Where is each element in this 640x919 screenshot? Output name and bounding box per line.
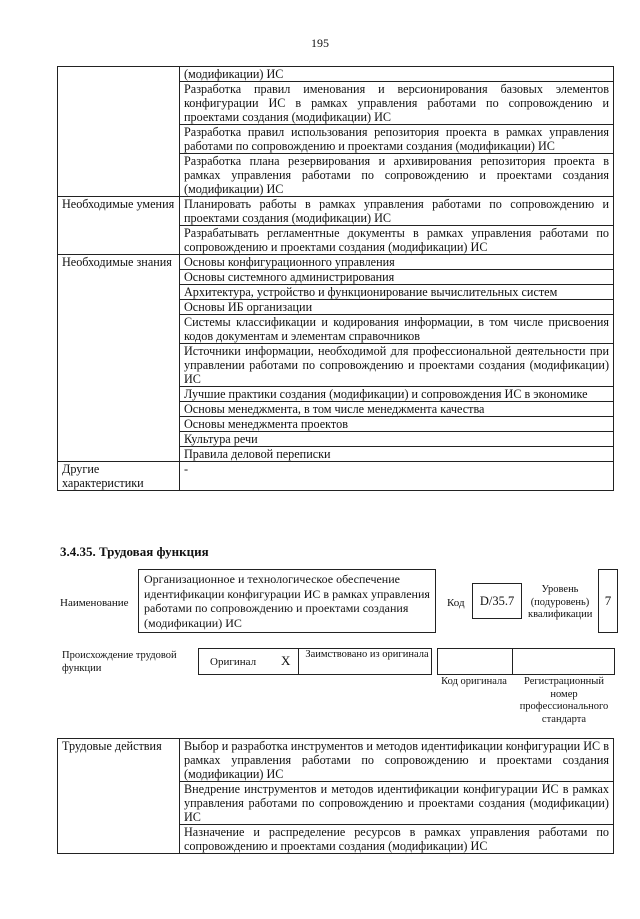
page-number: 195 [311, 36, 329, 50]
origin-divider [298, 648, 299, 675]
knowledge-label: Необходимые знания [58, 255, 180, 462]
labor-action-cell: Выбор и разработка инструментов и методов идентификации конфигурации ИС в рамках управления работами по сопровождению и проектами создания (модификации) ИС [180, 739, 614, 782]
reg-number-label: Регистрационный номер профессионального стандарта [519, 676, 609, 725]
labor-action-cell: Разработка правил именования и версионирования базовых элементов конфигурации ИС в рамках управления работами по сопровождению и проектами создания (модификации) ИС [180, 82, 614, 125]
labor-action-cell: Разработка плана резервирования и архивирования репозитория проекта в рамках управления работами по сопровождению и проектами создания (модификации) ИС [180, 154, 614, 197]
knowledge-cell: Лучшие практики создания (модификации) и сопровождения ИС в экономике [180, 387, 614, 402]
competency-table [57, 66, 614, 491]
origin-label: Происхождение трудовой функции [62, 650, 177, 674]
knowledge-cell: Основы менеджмента, в том числе менеджмента качества [180, 402, 614, 417]
code-box [472, 583, 522, 619]
section-title: 3.4.35. Трудовая функция [60, 544, 209, 559]
level-label: Уровень (подуровень) квалификации [528, 584, 593, 620]
other-label: Другие характеристики [58, 462, 180, 491]
labor-actions-label: Трудовые действия [58, 739, 180, 854]
name-label: Наименование [60, 597, 129, 609]
knowledge-cell: Культура речи [180, 432, 614, 447]
code-value: D/35.7 [479, 594, 515, 608]
level-box [598, 569, 618, 633]
knowledge-cell: Системы классификации и кодирования информации, в том числе присвоения кодов документам и элементам справочников [180, 315, 614, 344]
skill-cell: Разрабатывать регламентные документы в рамках управления работами по сопровождению и проектами создания (модификации) ИС [180, 226, 614, 255]
skills-label: Необходимые умения [58, 197, 180, 255]
table-row [58, 67, 614, 82]
borrowed-label: Заимствовано из оригинала [305, 649, 429, 660]
code-original-label: Код оригинала [441, 676, 507, 687]
level-value: 7 [604, 593, 612, 608]
knowledge-cell: Архитектура, устройство и функционирование вычислительных систем [180, 285, 614, 300]
original-mark: X [281, 653, 291, 668]
labor-action-cell: Назначение и распределение ресурсов в рамках управления работами по сопровождению и проектами создания (модификации) ИС [180, 825, 614, 854]
other-value: - [180, 462, 614, 491]
labor-action-cell: (модификации) ИС [180, 67, 614, 82]
origin-code-box [437, 648, 615, 675]
function-name-box [138, 569, 436, 633]
table-row [58, 197, 614, 226]
knowledge-cell: Основы ИБ организации [180, 300, 614, 315]
knowledge-cell: Основы системного администрирования [180, 270, 614, 285]
knowledge-cell: Источники информации, необходимой для профессиональной деятельности при управлении работами по сопровождению и проектами создания (модификации) ИС [180, 344, 614, 387]
original-label: Оригинал [210, 656, 257, 668]
function-name: Организационное и технологическое обеспечение идентификации конфигурации ИС в рамках управления работами по сопровождению и проектами создания (модификации) ИС [144, 572, 430, 630]
labor-action-cell: Разработка правил использования репозитория проекта в рамках управления работами по сопровождению и проектами создания (модификации) ИС [180, 125, 614, 154]
knowledge-cell: Основы менеджмента проектов [180, 417, 614, 432]
table-row [58, 462, 614, 491]
table-row [58, 739, 614, 782]
origin-code-divider [512, 648, 513, 675]
labor-actions-table [57, 738, 614, 854]
skill-cell: Планировать работы в рамках управления работами по сопровождению и проектами создания (модификации) ИС [180, 197, 614, 226]
knowledge-cell: Правила деловой переписки [180, 447, 614, 462]
label-cell-empty [58, 67, 180, 197]
labor-action-cell: Внедрение инструментов и методов идентификации конфигурации ИС в рамках управления работами по сопровождению и проектами создания (модификации) ИС [180, 782, 614, 825]
code-label: Код [447, 597, 465, 609]
table-row [58, 255, 614, 270]
knowledge-cell: Основы конфигурационного управления [180, 255, 614, 270]
